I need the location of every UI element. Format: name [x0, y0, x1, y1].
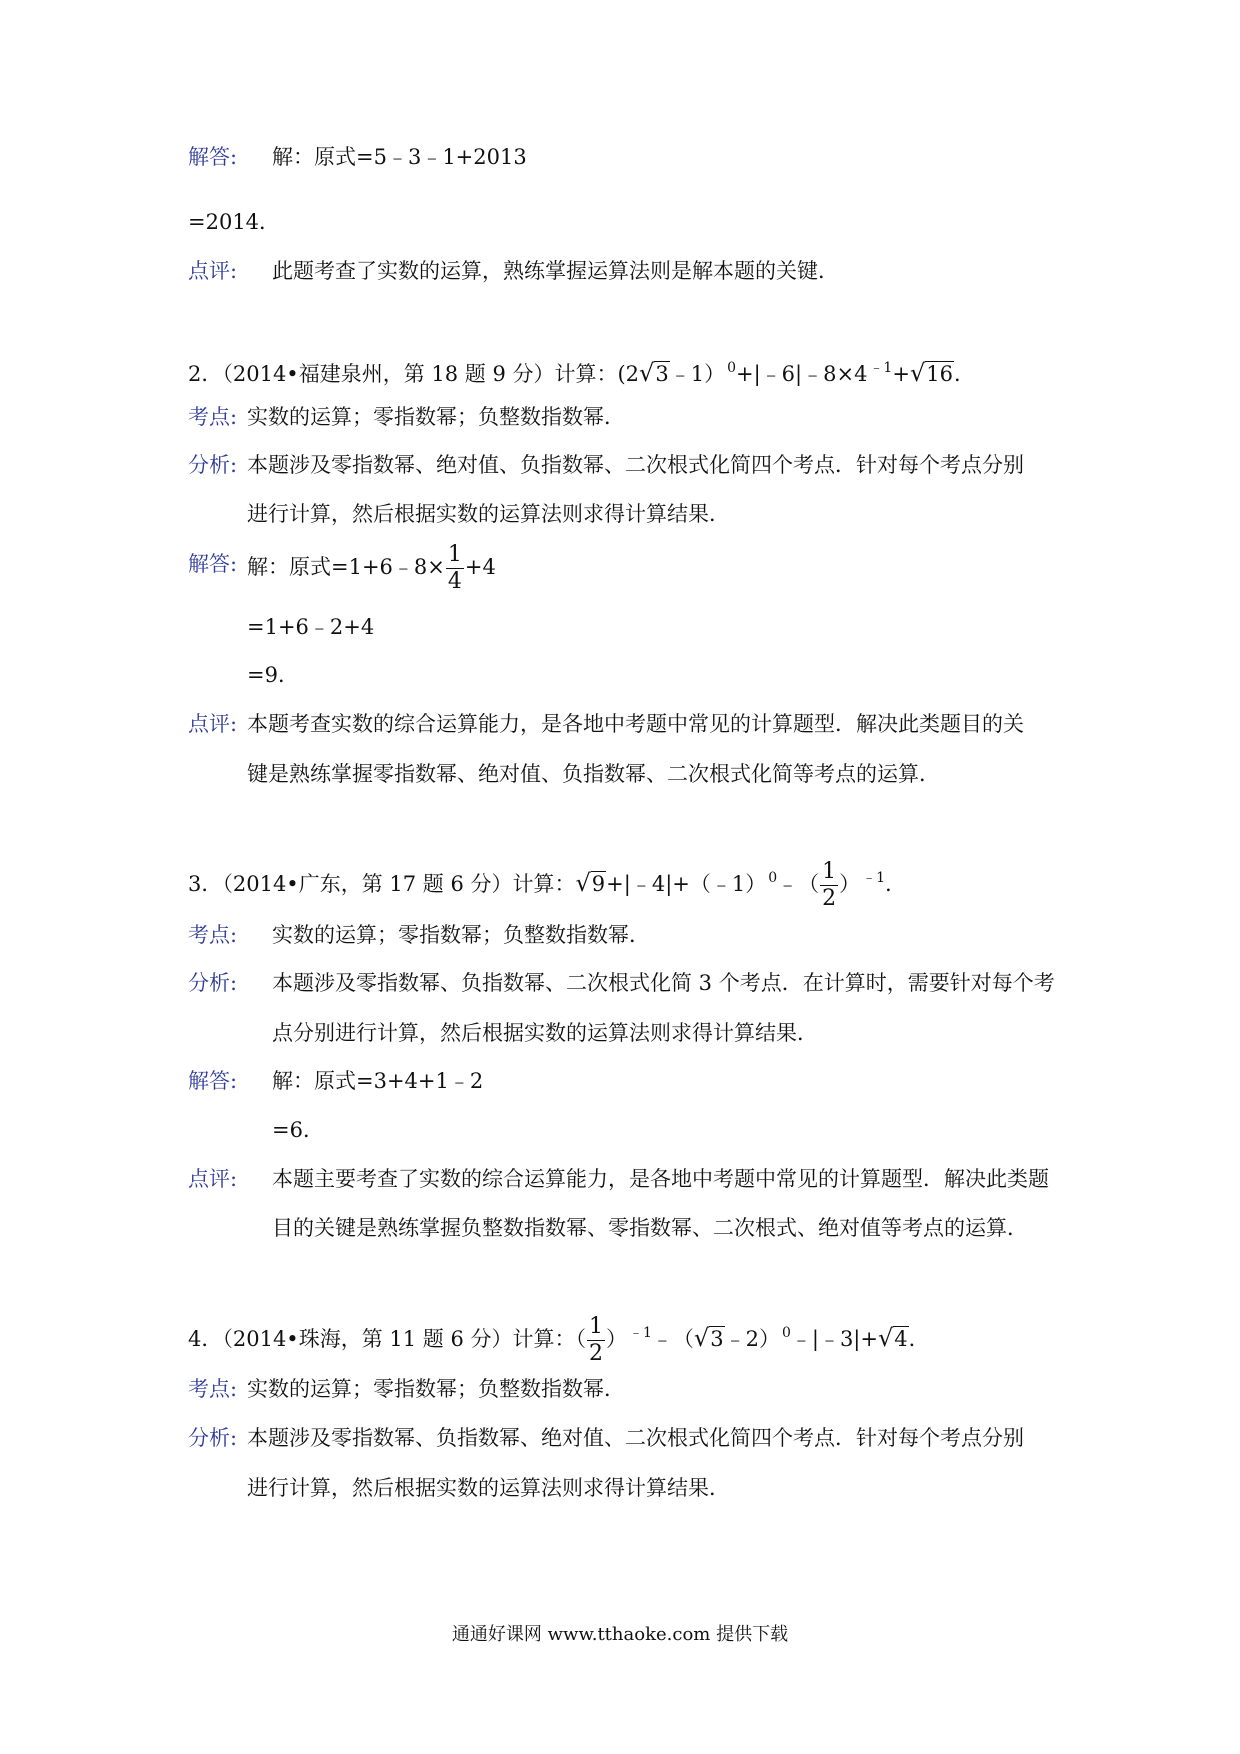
fenxi-text: 进行计算，然后根据实数的运算法则求得计算结果．: [247, 502, 730, 526]
question-text: ）: [605, 1327, 627, 1351]
fraction: [820, 859, 838, 912]
fenxi-label: 分析:: [188, 971, 238, 995]
dianping-text: 目的关键是熟练掌握负整数指数幂、零指数幂、二次根式、绝对值等考点的运算．: [272, 1216, 1028, 1240]
dianping-label: 点评:: [188, 1167, 238, 1191]
question-text: ）: [839, 872, 861, 896]
exponent: ﹣1: [869, 360, 893, 376]
kaodian-text: 实数的运算；零指数幂；负整数指数幂．: [247, 1377, 625, 1401]
kaodian-text: 实数的运算；零指数幂；负整数指数幂．: [272, 923, 650, 947]
jieda-line: =1+6﹣2+4: [247, 615, 375, 639]
answer-line: =2014．: [188, 210, 281, 234]
jieda-label: 解答:: [188, 1069, 238, 1093]
question-text: +|﹣4|+（﹣1）: [606, 872, 767, 896]
fenxi-text: 本题涉及零指数幂、负指数幂、绝对值、二次根式化简四个考点．针对每个考点分别: [247, 1426, 1024, 1450]
jieda-line: =9．: [247, 663, 299, 687]
dianping-text: 本题主要考查了实数的综合运算能力，是各地中考题中常见的计算题型．解决此类题: [272, 1167, 1049, 1191]
dianping-text: 键是熟练掌握零指数幂、绝对值、负指数幂、二次根式化简等考点的运算．: [247, 762, 940, 786]
sqrt-expression: √3: [639, 359, 669, 387]
denominator: 2: [822, 886, 837, 911]
fraction: [446, 542, 464, 595]
sqrt-expression: √16: [909, 359, 953, 387]
dianping-text: 本题考查实数的综合运算能力，是各地中考题中常见的计算题型．解决此类题目的关: [247, 712, 1024, 736]
denominator: 4: [447, 569, 462, 594]
jieda-line: =6．: [272, 1118, 324, 1142]
fenxi-text: 本题涉及零指数幂、绝对值、负指数幂、二次根式化简四个考点．针对每个考点分别: [247, 453, 1024, 477]
answer-line: 解：原式=5﹣3﹣1+2013: [272, 145, 527, 169]
kaodian-label: 考点:: [188, 1377, 238, 1401]
jieda-text: +4: [464, 555, 496, 579]
sqrt-expression: √9: [575, 869, 606, 897]
kaodian-label: 考点:: [188, 405, 238, 429]
denominator: 2: [588, 1341, 603, 1366]
fenxi-text: 点分别进行计算，然后根据实数的运算法则求得计算结果．: [272, 1021, 818, 1045]
question-text: ﹣2）: [724, 1327, 780, 1351]
exponent: ﹣1: [628, 1325, 652, 1341]
numerator: 1: [447, 542, 462, 567]
question-text: +: [892, 362, 910, 386]
numerator: 1: [588, 1314, 603, 1339]
question-text: ﹣（: [777, 872, 820, 896]
exponent: 0: [727, 360, 736, 376]
fenxi-label: 分析:: [188, 1426, 238, 1450]
exponent: 0: [781, 1325, 791, 1341]
exponent: ﹣1: [862, 870, 886, 886]
question-text: ﹣|﹣3|+: [790, 1327, 878, 1351]
question-3: [188, 851, 906, 912]
question-text: ．: [954, 362, 975, 386]
kaodian-label: 考点:: [188, 923, 238, 947]
comment-label: 点评:: [188, 259, 238, 283]
numerator: 1: [822, 859, 837, 884]
radicand: 3: [655, 362, 669, 386]
page-footer: 通通好课网 www.tthaoke.com 提供下载: [451, 1624, 789, 1645]
comment-text: 此题考查了实数的运算，熟练掌握运算法则是解本题的关键．: [272, 259, 839, 283]
jieda-label: 解答:: [188, 552, 238, 576]
fraction: [587, 1314, 605, 1367]
jieda-line: [247, 540, 496, 595]
sqrt-expression: √4: [877, 1324, 908, 1352]
fenxi-text: 本题涉及零指数幂、负指数幂、二次根式化简 3 个考点．在计算时，需要针对每个考: [272, 971, 1055, 995]
question-4: [188, 1306, 930, 1367]
question-text: ．: [908, 1327, 930, 1351]
radicand: 9: [591, 872, 606, 896]
jieda-line: 解：原式=3+4+1﹣2: [272, 1069, 484, 1093]
question-2: [188, 354, 975, 388]
exponent: 0: [768, 870, 778, 886]
fenxi-text: 进行计算，然后根据实数的运算法则求得计算结果．: [247, 1476, 730, 1500]
question-text: 4．（2014•珠海，第 11 题 6 分）计算：（: [188, 1327, 586, 1351]
answer-label: 解答:: [188, 145, 238, 169]
jieda-text: 解：原式=1+6﹣8×: [247, 555, 445, 579]
question-text: ﹣1）: [669, 362, 726, 386]
kaodian-text: 实数的运算；零指数幂；负整数指数幂．: [247, 405, 625, 429]
question-text: +|﹣6|﹣8×4: [736, 362, 868, 386]
question-text: 2．（2014•福建泉州，第 18 题 9 分）计算：(2: [188, 362, 640, 386]
question-text: ．: [885, 872, 907, 896]
radicand: 4: [894, 1327, 908, 1351]
question-text: 3．（2014•广东，第 17 题 6 分）计算：: [188, 872, 576, 896]
radicand: 16: [926, 362, 953, 386]
radicand: 3: [710, 1327, 724, 1351]
fenxi-label: 分析:: [188, 453, 238, 477]
dianping-label: 点评:: [188, 712, 238, 736]
sqrt-expression: √3: [693, 1324, 724, 1352]
question-text: ﹣（: [651, 1327, 694, 1351]
